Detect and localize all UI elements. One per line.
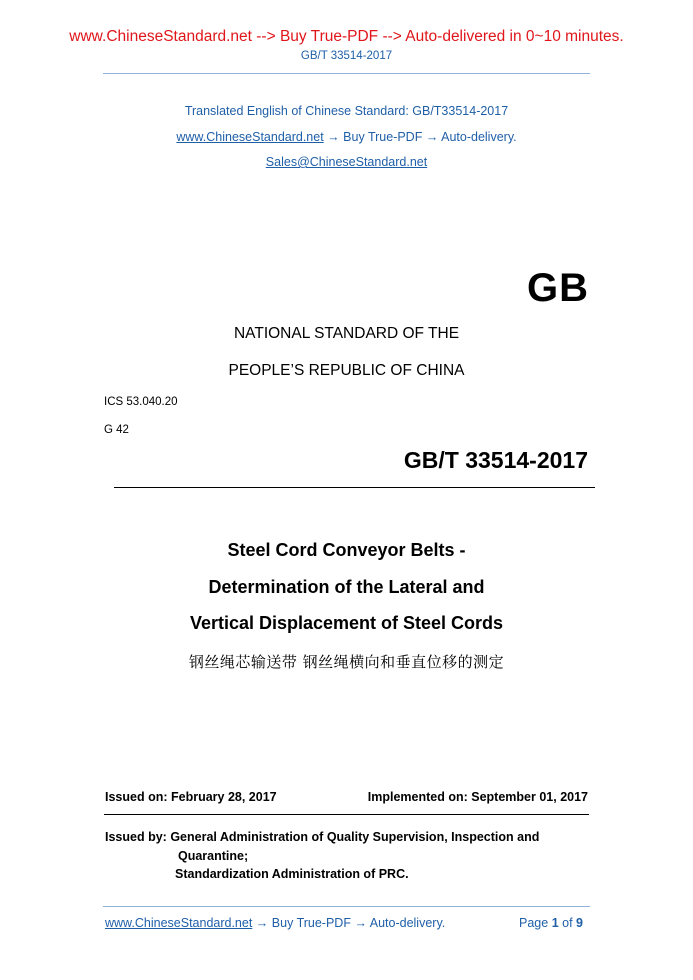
footer-site-link[interactable]: www.ChineseStandard.net xyxy=(105,916,253,930)
footer-purchase-line xyxy=(105,916,445,930)
arrow-right-icon: → xyxy=(255,916,269,930)
site-link[interactable]: www.ChineseStandard.net xyxy=(176,130,324,144)
arrow-right-icon: → xyxy=(327,130,340,144)
footer-delivery-text: Auto-delivery. xyxy=(369,916,446,930)
sales-email-link[interactable]: Sales@ChineseStandard.net xyxy=(265,155,428,169)
ics-code: ICS 53.040.20 xyxy=(104,396,178,408)
gb-logo: GB xyxy=(527,266,589,310)
page-total: 9 xyxy=(576,916,583,930)
arrow-right-icon: → xyxy=(354,916,367,930)
page-label: Page xyxy=(519,916,549,930)
header-doc-number: GB/T 33514-2017 xyxy=(300,50,393,62)
top-banner[interactable]: www.ChineseStandard.net --> Buy True-PDF --> Auto-delivered in 0~10 minutes. xyxy=(69,28,624,45)
arrow-right-icon: → xyxy=(425,130,439,144)
issuer2: Standardization Administration of PRC. xyxy=(175,867,409,881)
page-current: 1 xyxy=(551,916,559,930)
translation-line: Translated English of Chinese Standard: GB/T33514-2017 xyxy=(184,104,509,118)
footer-buy-text: Buy True-PDF xyxy=(271,916,351,930)
page-indicator xyxy=(519,916,583,930)
issued-on-date: Issued on: February 28, 2017 xyxy=(105,790,277,804)
issuer1-line2: Quarantine; xyxy=(178,849,249,863)
title-chinese: 钢丝绳芯输送带 钢丝绳横向和垂直位移的测定 xyxy=(188,653,505,671)
title-line1: Steel Cord Conveyor Belts - xyxy=(227,540,466,560)
header-divider xyxy=(103,73,590,74)
buy-true-pdf-text: Buy True-PDF xyxy=(343,130,423,144)
implemented-on-date: Implemented on: September 01, 2017 xyxy=(367,790,588,804)
national-standard-line1: NATIONAL STANDARD OF THE xyxy=(233,325,460,342)
national-standard-line2: PEOPLE’S REPUBLIC OF CHINA xyxy=(228,362,465,379)
issued-by-line xyxy=(105,830,539,844)
footer-divider xyxy=(103,906,590,907)
sales-email-line xyxy=(0,155,693,169)
standard-number-divider xyxy=(114,487,595,488)
standard-number: GB/T 33514-2017 xyxy=(403,447,588,473)
issuer1-line1: General Administration of Quality Supervision, Inspection and xyxy=(170,830,540,844)
title-line2: Determination of the Lateral and xyxy=(208,577,485,597)
classification-code: G 42 xyxy=(104,424,129,436)
translation-purchase-line xyxy=(0,130,693,144)
auto-delivery-text: Auto-delivery. xyxy=(441,130,517,144)
dates-divider xyxy=(104,814,589,815)
issued-by-label: Issued by: xyxy=(105,830,167,844)
title-line3: Vertical Displacement of Steel Cords xyxy=(189,613,504,633)
page-of: of xyxy=(562,916,573,930)
